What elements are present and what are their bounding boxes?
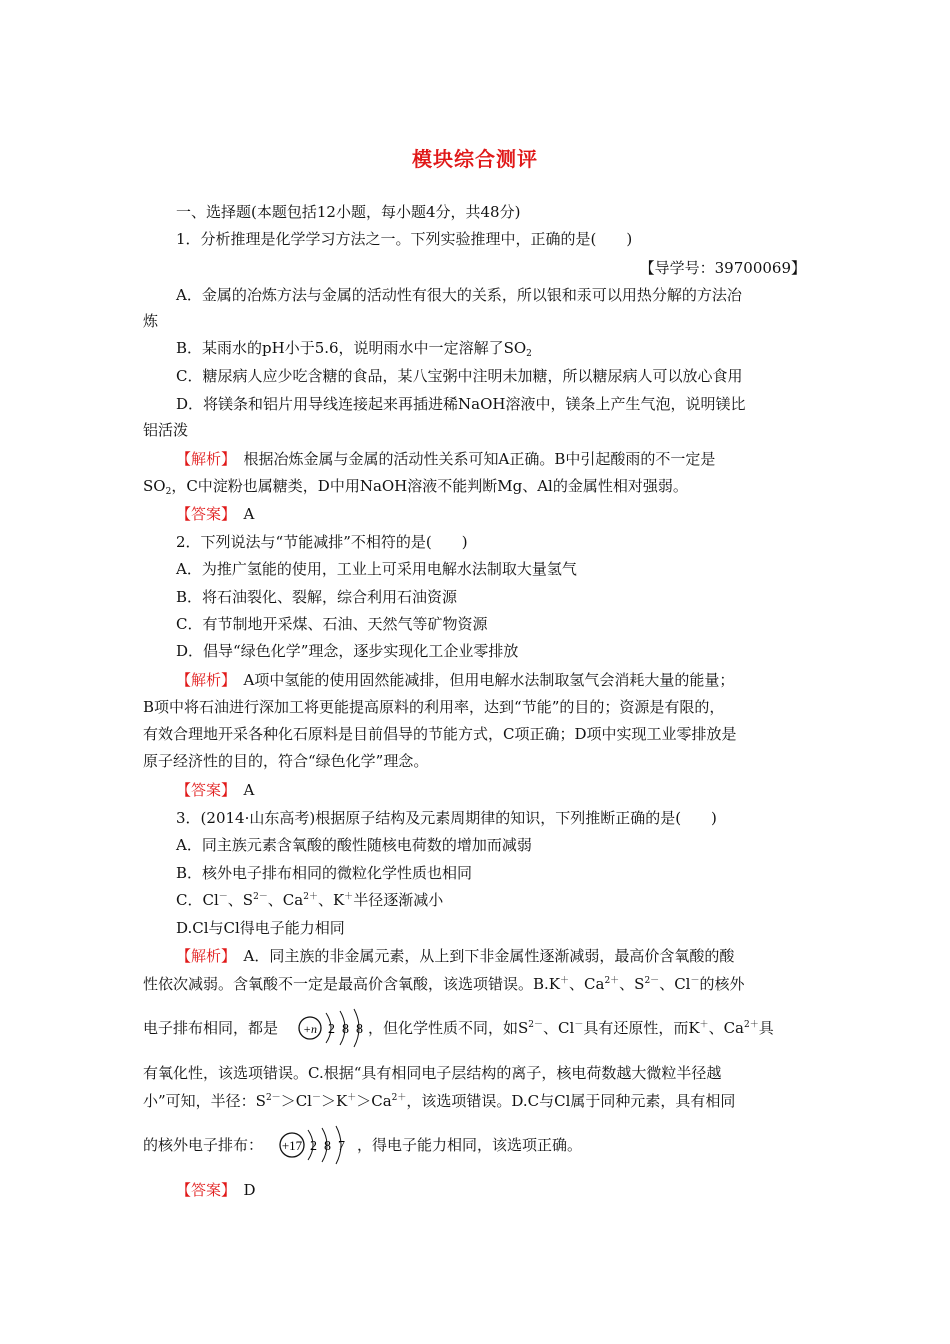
- analysis-tag: 【解析】: [176, 671, 229, 689]
- shell-2-count: 8: [342, 1022, 349, 1037]
- q3-answer: 【答案】 D: [176, 1181, 256, 1199]
- q2-option-b: B．将石油裂化、裂解，综合利用石油资源: [176, 588, 458, 606]
- q1-option-d-cont: 铝活泼: [143, 421, 189, 439]
- shell-3-count: 7: [338, 1139, 345, 1154]
- q2-analysis-line2: B项中将石油进行深加工将更能提高原料的利用率，达到“节能”的目的；资源是有限的，: [143, 698, 725, 716]
- electron-shell-diagram-n: [296, 1005, 388, 1051]
- q2-option-c: C．有节制地开采煤、石油、天然气等矿物资源: [176, 615, 488, 633]
- q3-analysis-line6: 的核外电子排布： ，得电子能力相同，该选项正确。: [143, 1136, 583, 1154]
- q1-answer: 【答案】 A: [176, 505, 255, 523]
- q1-analysis: 【解析】 根据冶炼金属与金属的活动性关系可知A正确。B中引起酸雨的不一定是: [176, 450, 716, 468]
- shell-1-count: 2: [310, 1139, 317, 1154]
- section-heading: 一、选择题(本题包括12小题，每小题4分，共48分): [176, 203, 521, 221]
- analysis-tag: 【解析】: [176, 947, 229, 965]
- electron-shell-diagram-cl: [274, 1122, 370, 1168]
- q1-analysis-cont: $SO_2$，C中淀粉也属糖类，D中用NaOH溶液不能判断Mg、Al的金属性相对强弱。: [143, 477, 688, 497]
- q1-option-d: D．将镁条和铝片用导线连接起来再插进稀NaOH溶液中，镁条上产生气泡，说明镁比: [176, 395, 746, 413]
- q3-option-d: D.Cl与Cl得电子能力相同: [176, 919, 345, 937]
- page-title: 模块综合测评: [412, 147, 538, 171]
- q3-analysis-line5: 小”可知，半径：$S^{2-}>Cl^->K^+>Ca^{2+}$，该选项错误。D.C与Cl属于同种元素，具有相同: [143, 1092, 736, 1110]
- q2-stem: 2．下列说法与“节能减排”不相符的是( ): [176, 533, 468, 551]
- q3-analysis-line3: 电子排布相同，都是 ，但化学性质不同，如$S^{2-}$、Cl－具有还原性，而K＋、$Ca^{2+}$具: [143, 1019, 774, 1037]
- q2-option-a: A．为推广氢能的使用，工业上可采用电解水法制取大量氢气: [176, 560, 577, 578]
- answer-tag: 【答案】: [176, 1181, 229, 1199]
- answer-tag: 【答案】: [176, 505, 229, 523]
- q1-guide-number: 【导学号：39700069】: [639, 259, 806, 277]
- analysis-tag: 【解析】: [176, 450, 229, 468]
- q3-option-c: C．Cl－、$S^{2-}$、$Ca^{2+}$、K＋半径逐渐减小: [176, 891, 444, 909]
- q2-analysis-line4: 原子经济性的目的，符合“绿色化学”理念。: [143, 752, 429, 770]
- nucleus-label: +17: [281, 1138, 303, 1153]
- q3-analysis: 【解析】 A．同主族的非金属元素，从上到下非金属性逐渐减弱，最高价含氧酸的酸: [176, 947, 735, 965]
- q1-stem: 1．分析推理是化学学习方法之一。下列实验推理中，正确的是( ): [176, 230, 633, 248]
- q2-analysis-line3: 有效合理地开采各种化石原料是目前倡导的节能方式，C项正确；D项中实现工业零排放是: [143, 725, 737, 743]
- q1-option-b: B．某雨水的pH小于5.6，说明雨水中一定溶解了$SO_2$: [176, 339, 532, 359]
- answer-tag: 【答案】: [176, 781, 229, 799]
- shell-3-count: 8: [356, 1022, 363, 1037]
- q2-answer: 【答案】 A: [176, 781, 255, 799]
- q3-option-a: A．同主族元素含氧酸的酸性随核电荷数的增加而减弱: [176, 836, 532, 854]
- q3-analysis-line2: 性依次减弱。含氧酸不一定是最高价含氧酸，该选项错误。B.K＋、$Ca^{2+}$、$S^{2-}$、Cl－的核外: [143, 975, 745, 993]
- q1-option-a: A．金属的冶炼方法与金属的活动性有很大的关系，所以银和汞可以用热分解的方法冶: [176, 286, 742, 304]
- shell-1-count: 2: [328, 1022, 335, 1037]
- q3-analysis-line4: 有氧化性，该选项错误。C.根据“具有相同电子层结构的离子，核电荷数越大微粒半径越: [143, 1064, 722, 1082]
- q3-stem: 3．(2014·山东高考)根据原子结构及元素周期律的知识，下列推断正确的是( ): [176, 809, 717, 827]
- shell-2-count: 8: [324, 1139, 331, 1154]
- q3-option-b: B．核外电子排布相同的微粒化学性质也相同: [176, 864, 473, 882]
- q1-option-a-cont: 炼: [143, 312, 159, 330]
- q1-option-c: C．糖尿病人应少吃含糖的食品，某八宝粥中注明未加糖，所以糖尿病人可以放心食用: [176, 367, 743, 385]
- q2-option-d: D．倡导“绿色化学”理念，逐步实现化工企业零排放: [176, 642, 519, 660]
- q2-analysis: 【解析】 A项中氢能的使用固然能减排，但用电解水法制取氢气会消耗大量的能量；: [176, 671, 735, 689]
- nucleus-label: +n: [302, 1022, 318, 1036]
